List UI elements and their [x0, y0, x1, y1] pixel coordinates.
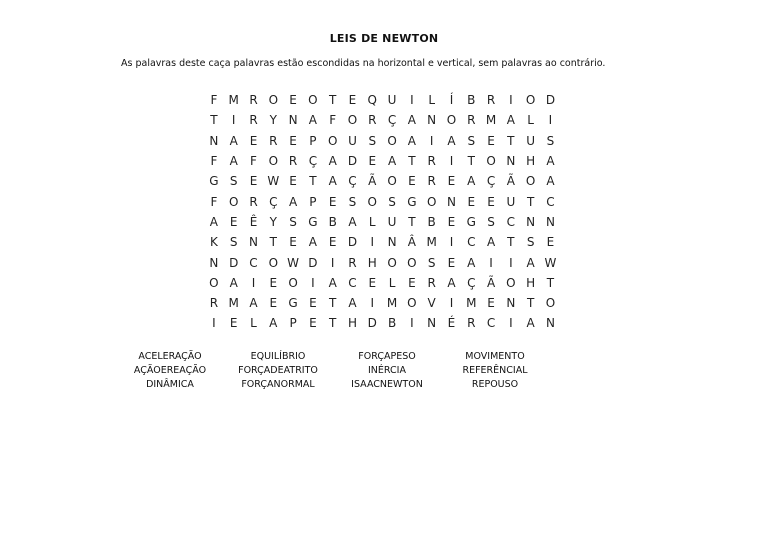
- grid-letter: R: [427, 174, 436, 189]
- grid-letter: L: [368, 214, 376, 229]
- grid-letter: N: [288, 113, 298, 128]
- grid-row: [204, 293, 560, 313]
- word-item: INÉRCIA: [368, 365, 406, 376]
- grid-letter: C: [506, 214, 516, 229]
- grid-letter: E: [368, 154, 377, 169]
- grid-letter: Ã: [368, 174, 377, 189]
- grid-letter: A: [328, 154, 337, 169]
- grid-letter: S: [467, 133, 476, 148]
- grid-letter: E: [309, 296, 317, 311]
- grid-letter: U: [348, 133, 357, 148]
- grid-letter: O: [308, 93, 318, 108]
- grid-letter: I: [489, 255, 493, 270]
- grid-letter: A: [308, 113, 317, 128]
- grid-letter: E: [249, 133, 258, 148]
- word-item: REFERÊNCIAL: [462, 365, 528, 376]
- grid-letter: R: [467, 316, 476, 331]
- grid-letter: T: [408, 214, 416, 229]
- grid-letter: T: [467, 154, 475, 169]
- grid-letter: T: [329, 296, 337, 311]
- grid-letter: D: [367, 316, 377, 331]
- grid-letter: G: [209, 174, 219, 189]
- grid-letter: Ç: [486, 174, 496, 189]
- grid-letter: A: [269, 316, 278, 331]
- grid-letter: M: [426, 235, 437, 250]
- grid-letter: L: [527, 113, 534, 128]
- grid-letter: L: [388, 275, 396, 290]
- grid-letter: A: [348, 214, 357, 229]
- grid-letter: O: [525, 93, 536, 108]
- word-item: DINÂMICA: [146, 379, 194, 390]
- word-search-grid: [204, 90, 560, 334]
- grid-row: [204, 151, 560, 171]
- grid-letter: R: [348, 255, 357, 270]
- grid-letter: I: [231, 113, 236, 128]
- grid-letter: D: [347, 235, 358, 250]
- grid-letter: U: [387, 93, 397, 108]
- grid-letter: W: [287, 255, 300, 270]
- word-item: AÇÃOEREAÇÃO: [133, 365, 207, 376]
- word-item: FORÇAPESO: [358, 351, 416, 362]
- grid-letter: Ç: [308, 154, 318, 169]
- grid-letter: N: [209, 255, 219, 270]
- grid-letter: A: [407, 113, 416, 128]
- grid-letter: N: [446, 194, 456, 209]
- grid-letter: E: [447, 174, 456, 189]
- page-title: LEIS DE NEWTON: [329, 32, 439, 45]
- grid-letter: O: [407, 296, 417, 311]
- grid-letter: A: [447, 275, 456, 290]
- word-item: FORÇANORMAL: [241, 379, 315, 390]
- grid-letter: M: [228, 296, 239, 311]
- grid-letter: O: [446, 113, 457, 128]
- grid-letter: O: [407, 255, 417, 270]
- grid-letter: O: [387, 174, 397, 189]
- grid-letter: E: [309, 316, 317, 331]
- grid-letter: E: [546, 235, 555, 250]
- grid-letter: I: [449, 154, 454, 169]
- grid-letter: B: [427, 214, 436, 229]
- grid-letter: O: [426, 194, 437, 209]
- grid-letter: Ã: [486, 275, 496, 290]
- grid-letter: I: [410, 93, 414, 108]
- grid-letter: M: [466, 296, 477, 311]
- grid-letter: R: [249, 93, 258, 108]
- grid-letter: R: [288, 154, 298, 169]
- grid-letter: A: [348, 296, 357, 311]
- grid-letter: F: [250, 154, 257, 169]
- grid-letter: E: [408, 275, 416, 290]
- grid-letter: O: [486, 154, 496, 169]
- grid-letter: R: [269, 133, 278, 148]
- grid-letter: F: [210, 194, 218, 209]
- grid-letter: A: [486, 235, 496, 250]
- grid-letter: B: [387, 316, 397, 331]
- grid-letter: P: [289, 316, 297, 331]
- grid-letter: M: [386, 296, 398, 311]
- grid-letter: H: [526, 154, 536, 169]
- grid-row: [204, 90, 560, 110]
- grid-letter: N: [387, 235, 397, 250]
- grid-letter: T: [408, 154, 416, 169]
- grid-letter: A: [546, 154, 555, 169]
- grid-letter: I: [311, 275, 315, 290]
- grid-letter: O: [228, 194, 239, 209]
- grid-letter: E: [269, 275, 278, 290]
- grid-letter: A: [229, 154, 238, 169]
- grid-letter: M: [228, 93, 239, 108]
- grid-letter: W: [544, 255, 557, 270]
- grid-letter: W: [267, 174, 280, 189]
- grid-letter: V: [427, 296, 436, 311]
- grid-letter: D: [229, 255, 239, 270]
- grid-letter: N: [209, 133, 219, 148]
- grid-row: [204, 131, 560, 151]
- grid-letter: T: [526, 296, 535, 311]
- grid-letter: O: [327, 133, 338, 148]
- grid-row: [204, 252, 560, 272]
- grid-letter: S: [229, 174, 238, 189]
- grid-letter: Ç: [269, 194, 278, 209]
- grid-letter: T: [210, 113, 218, 128]
- grid-letter: E: [328, 194, 337, 209]
- grid-letter: A: [447, 133, 456, 148]
- word-column: [223, 350, 333, 392]
- grid-letter: O: [525, 174, 536, 189]
- grid-letter: E: [447, 214, 456, 229]
- grid-letter: R: [467, 113, 476, 128]
- grid-letter: Ç: [467, 275, 476, 290]
- grid-letter: H: [526, 275, 536, 290]
- grid-letter: O: [367, 194, 377, 209]
- grid-row: [204, 313, 560, 333]
- grid-letter: C: [348, 275, 357, 290]
- grid-letter: G: [466, 214, 476, 229]
- grid-letter: Ê: [249, 214, 258, 229]
- grid-letter: D: [308, 255, 318, 270]
- grid-letter: U: [506, 194, 516, 209]
- grid-letter: B: [328, 214, 337, 229]
- word-column: [115, 350, 225, 392]
- grid-letter: F: [210, 154, 218, 169]
- grid-letter: R: [249, 113, 258, 128]
- grid-letter: S: [388, 194, 396, 209]
- grid-letter: I: [509, 316, 513, 331]
- grid-letter: A: [387, 154, 397, 169]
- grid-row: [204, 191, 560, 211]
- grid-letter: S: [427, 255, 436, 270]
- grid-letter: Ç: [387, 113, 397, 128]
- grid-letter: R: [249, 194, 258, 209]
- grid-letter: O: [209, 275, 219, 290]
- grid-letter: E: [408, 174, 416, 189]
- grid-letter: O: [288, 275, 298, 290]
- word-item: ACELERAÇÃO: [138, 351, 202, 362]
- grid-letter: U: [387, 214, 397, 229]
- grid-letter: O: [506, 275, 516, 290]
- grid-letter: R: [209, 296, 219, 311]
- grid-letter: Q: [367, 93, 377, 108]
- grid-letter: N: [506, 296, 516, 311]
- grid-letter: I: [330, 255, 335, 270]
- grid-letter: E: [487, 296, 495, 311]
- word-column: [440, 350, 550, 392]
- grid-letter: O: [387, 133, 397, 148]
- word-column: [332, 350, 442, 392]
- grid-letter: P: [309, 133, 317, 148]
- word-item: REPOUSO: [471, 379, 519, 390]
- grid-letter: N: [526, 214, 536, 229]
- grid-letter: A: [407, 133, 416, 148]
- grid-letter: R: [427, 275, 436, 290]
- grid-letter: Y: [269, 214, 277, 229]
- grid-letter: N: [249, 235, 258, 250]
- grid-letter: S: [348, 194, 357, 209]
- grid-letter: E: [328, 235, 337, 250]
- grid-letter: H: [347, 316, 357, 331]
- grid-letter: G: [308, 214, 318, 229]
- grid-letter: C: [546, 194, 555, 209]
- grid-letter: A: [526, 316, 535, 331]
- grid-letter: A: [467, 174, 476, 189]
- word-item: ISAACNEWTON: [351, 379, 423, 390]
- grid-letter: O: [268, 255, 279, 270]
- grid-letter: T: [329, 93, 337, 108]
- grid-letter: T: [329, 316, 337, 331]
- grid-letter: E: [348, 93, 357, 108]
- grid-letter: R: [368, 113, 377, 128]
- grid-letter: C: [249, 255, 258, 270]
- grid-letter: F: [329, 113, 337, 128]
- grid-letter: Í: [449, 93, 454, 108]
- grid-letter: I: [370, 296, 375, 311]
- instructions-text: As palavras deste caça palavras estão escondidas na horizontal e vertical, sem palavras ao contrário.: [121, 58, 606, 69]
- grid-letter: T: [309, 174, 317, 189]
- grid-letter: N: [427, 316, 437, 331]
- grid-letter: C: [486, 316, 496, 331]
- grid-row: [204, 232, 560, 252]
- grid-letter: E: [269, 296, 278, 311]
- grid-letter: A: [249, 296, 258, 311]
- grid-letter: E: [368, 275, 377, 290]
- grid-letter: O: [347, 113, 358, 128]
- grid-letter: E: [289, 93, 297, 108]
- grid-letter: I: [410, 316, 414, 331]
- grid-letter: S: [487, 214, 495, 229]
- grid-letter: U: [526, 133, 536, 148]
- grid-letter: T: [507, 133, 515, 148]
- grid-letter: I: [509, 93, 513, 108]
- grid-letter: S: [289, 214, 297, 229]
- grid-letter: A: [308, 235, 317, 250]
- grid-letter: A: [467, 255, 476, 270]
- grid-letter: A: [506, 113, 515, 128]
- grid-letter: D: [347, 154, 358, 169]
- grid-letter: D: [545, 93, 556, 108]
- grid-letter: O: [387, 255, 397, 270]
- grid-letter: E: [487, 194, 495, 209]
- grid-letter: K: [209, 235, 218, 250]
- grid-letter: T: [526, 194, 535, 209]
- grid-letter: Ã: [506, 174, 515, 189]
- grid-letter: O: [268, 154, 279, 169]
- grid-letter: N: [545, 214, 555, 229]
- grid-letter: T: [546, 275, 555, 290]
- grid-letter: C: [467, 235, 476, 250]
- grid-letter: N: [427, 113, 437, 128]
- grid-letter: S: [526, 235, 535, 250]
- grid-row: [204, 212, 560, 232]
- word-item: MOVIMENTO: [465, 351, 525, 362]
- grid-letter: A: [526, 255, 535, 270]
- grid-letter: A: [328, 174, 337, 189]
- grid-letter: I: [370, 235, 375, 250]
- grid-row: [204, 110, 560, 130]
- grid-letter: S: [368, 133, 377, 148]
- grid-letter: S: [546, 133, 555, 148]
- grid-letter: P: [309, 194, 317, 209]
- grid-letter: E: [289, 174, 297, 189]
- grid-letter: E: [447, 255, 456, 270]
- grid-letter: T: [507, 235, 515, 250]
- grid-letter: I: [212, 316, 216, 331]
- grid-letter: A: [209, 214, 218, 229]
- grid-letter: G: [288, 296, 298, 311]
- grid-row: [204, 273, 560, 293]
- grid-letter: I: [429, 133, 434, 148]
- grid-letter: A: [229, 275, 238, 290]
- grid-letter: I: [548, 113, 553, 128]
- grid-letter: Ç: [348, 174, 357, 189]
- grid-letter: A: [288, 194, 298, 209]
- grid-letter: F: [210, 93, 218, 108]
- grid-letter: G: [407, 194, 417, 209]
- grid-letter: I: [449, 235, 454, 250]
- grid-letter: M: [485, 113, 497, 128]
- grid-letter: I: [449, 296, 454, 311]
- word-item: EQUILÍBRIO: [250, 351, 306, 362]
- grid-letter: E: [467, 194, 476, 209]
- grid-letter: R: [427, 154, 436, 169]
- grid-letter: É: [447, 316, 456, 331]
- grid-letter: A: [546, 174, 555, 189]
- grid-letter: E: [229, 316, 238, 331]
- grid-letter: E: [249, 174, 258, 189]
- grid-letter: E: [229, 214, 238, 229]
- grid-letter: I: [251, 275, 256, 290]
- grid-letter: O: [545, 296, 556, 311]
- grid-row: [204, 171, 560, 191]
- grid-letter: E: [289, 235, 297, 250]
- grid-letter: A: [229, 133, 238, 148]
- grid-letter: R: [486, 93, 496, 108]
- grid-letter: L: [428, 93, 435, 108]
- grid-letter: S: [229, 235, 238, 250]
- grid-letter: I: [509, 255, 513, 270]
- grid-letter: L: [250, 316, 257, 331]
- grid-letter: N: [506, 154, 516, 169]
- grid-letter: E: [487, 133, 495, 148]
- word-item: FORÇADEATRITO: [238, 365, 318, 376]
- grid-letter: H: [367, 255, 377, 270]
- grid-letter: Â: [407, 235, 416, 250]
- grid-letter: A: [328, 275, 337, 290]
- grid-letter: B: [467, 93, 476, 108]
- grid-letter: Y: [269, 113, 277, 128]
- grid-letter: N: [545, 316, 555, 331]
- grid-letter: T: [269, 235, 277, 250]
- grid-letter: E: [289, 133, 297, 148]
- grid-letter: O: [268, 93, 279, 108]
